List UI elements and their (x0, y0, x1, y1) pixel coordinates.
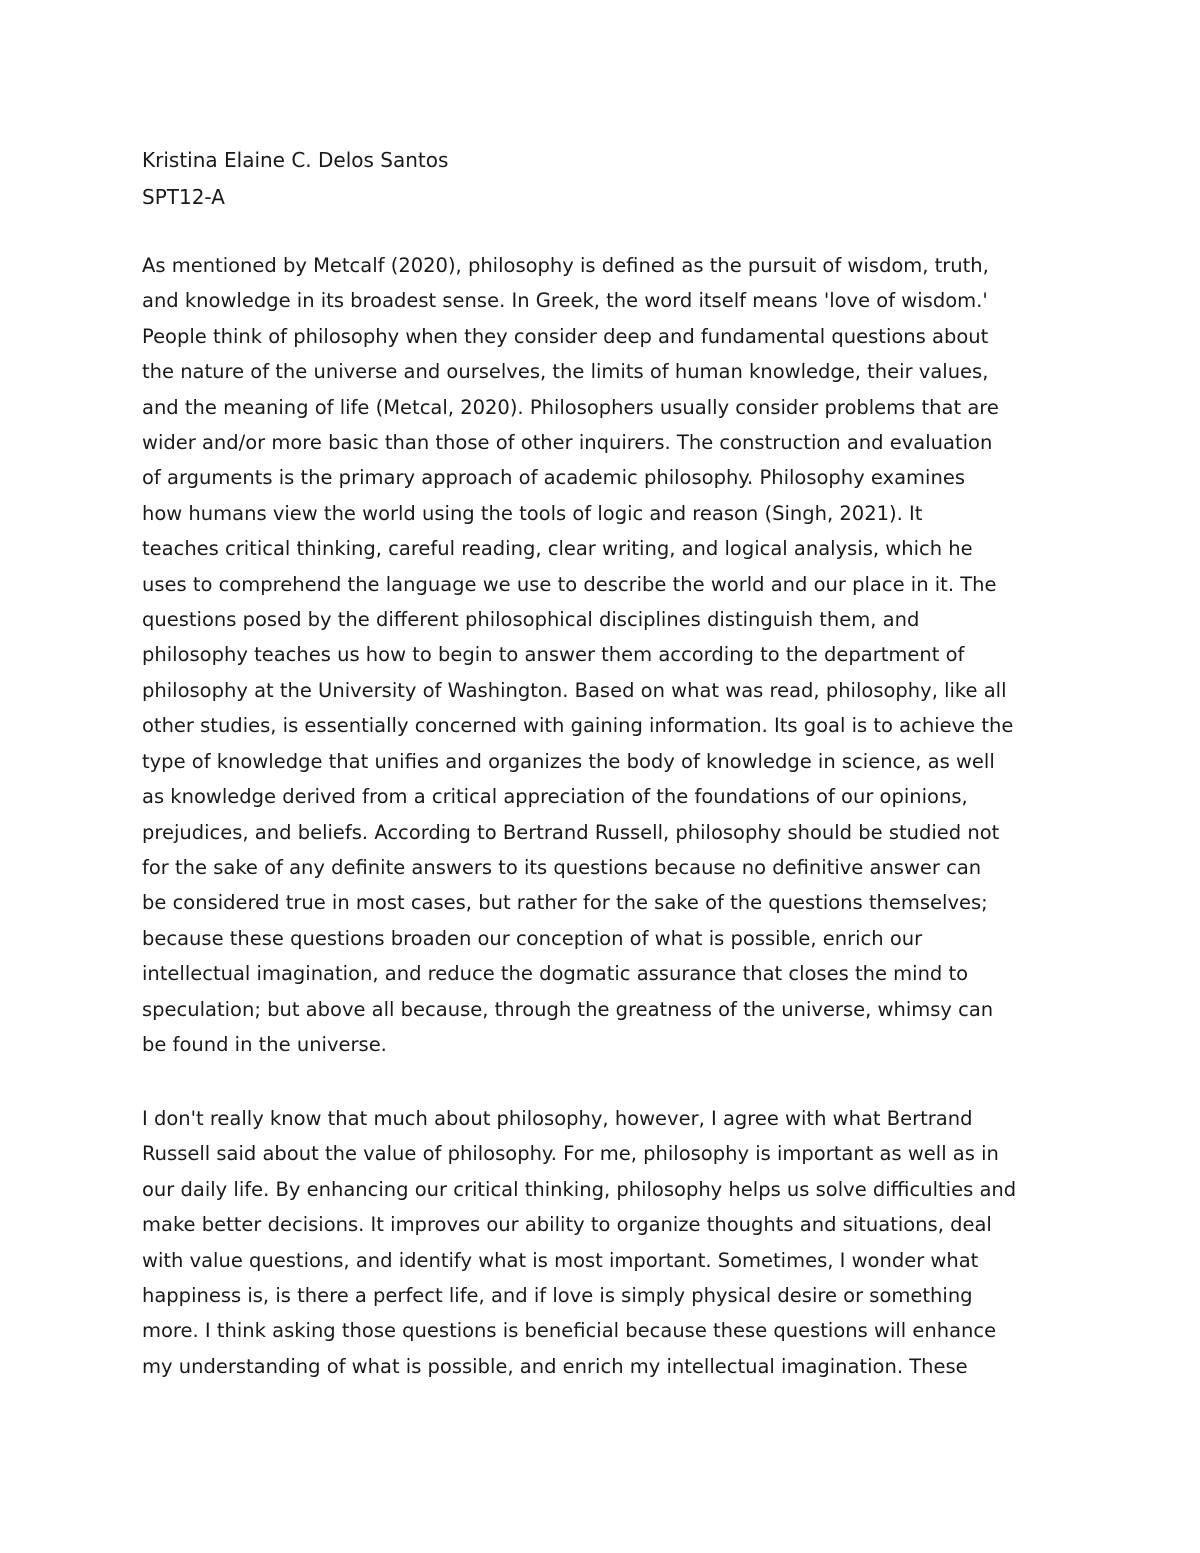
paragraph-line: philosophy teaches us how to begin to answer them according to the department of (142, 643, 965, 667)
paragraph-line: People think of philosophy when they consider deep and fundamental questions about (142, 324, 989, 348)
paragraph-line: with value questions, and identify what is most important. Sometimes, I wonder what (142, 1248, 979, 1272)
paragraph-line: and the meaning of life (Metcal, 2020). Philosophers usually consider problems that are (142, 395, 999, 419)
paragraph-line: make better decisions. It improves our ability to organize thoughts and situations, deal (142, 1213, 992, 1237)
paragraph-line: uses to comprehend the language we use to describe the world and our place in it. The (142, 572, 997, 596)
paragraph-line: my understanding of what is possible, and enrich my intellectual imagination. These (142, 1354, 968, 1378)
paragraph-line: the nature of the universe and ourselves, the limits of human knowledge, their values, (142, 360, 989, 384)
section-label: SPT12-A (142, 185, 225, 209)
paragraph-line: teaches critical thinking, careful reading, clear writing, and logical analysis, which he (142, 537, 973, 561)
author-name: Kristina Elaine C. Delos Santos (142, 148, 449, 172)
paragraph-line: intellectual imagination, and reduce the dogmatic assurance that closes the mind to (142, 962, 969, 986)
paragraph-line: because these questions broaden our conception of what is possible, enrich our (142, 926, 923, 950)
paragraph-line: how humans view the world using the tools of logic and reason (Singh, 2021). It (142, 501, 923, 525)
paragraph-line: wider and/or more basic than those of other inquirers. The construction and evaluation (142, 431, 993, 455)
paragraph-line: be found in the universe. (142, 1032, 387, 1056)
paragraph-line: of arguments is the primary approach of academic philosophy. Philosophy examines (142, 466, 965, 490)
paragraph-line: questions posed by the different philosophical disciplines distinguish them, and (142, 608, 920, 632)
paragraph-line: happiness is, is there a perfect life, and if love is simply physical desire or something (142, 1284, 973, 1308)
paragraph-line: be considered true in most cases, but rather for the sake of the questions themselves; (142, 891, 988, 915)
paragraph-line: speculation; but above all because, through the greatness of the universe, whimsy can (142, 997, 994, 1021)
paragraph-line: prejudices, and beliefs. According to Bertrand Russell, philosophy should be studied not (142, 820, 1000, 844)
paragraph-1 (142, 248, 1072, 1062)
paragraph-2 (142, 1101, 1072, 1384)
document-header (142, 142, 1072, 216)
paragraph-line: other studies, is essentially concerned with gaining information. Its goal is to achieve the (142, 714, 1014, 738)
paragraph-line: As mentioned by Metcalf (2020), philosophy is defined as the pursuit of wisdom, truth, (142, 254, 989, 277)
paragraph-line: type of knowledge that unifies and organizes the body of knowledge in science, as well (142, 749, 995, 773)
paragraph-line: for the sake of any definite answers to its questions because no definitive answer can (142, 855, 982, 879)
paragraph-line: more. I think asking those questions is beneficial because these questions will enhance (142, 1319, 997, 1343)
paragraph-line: philosophy at the University of Washington. Based on what was read, philosophy, like all (142, 678, 1007, 702)
paragraph-line: our daily life. By enhancing our critical thinking, philosophy helps us solve difficulties and (142, 1177, 1017, 1201)
paragraph-line: and knowledge in its broadest sense. In Greek, the word itself means 'love of wisdom.' (142, 289, 988, 313)
paragraph-line: I don't really know that much about philosophy, however, I agree with what Bertrand (142, 1107, 973, 1130)
paragraph-line: Russell said about the value of philosophy. For me, philosophy is important as well as in (142, 1142, 999, 1166)
paragraph-line: as knowledge derived from a critical appreciation of the foundations of our opinions, (142, 785, 968, 809)
